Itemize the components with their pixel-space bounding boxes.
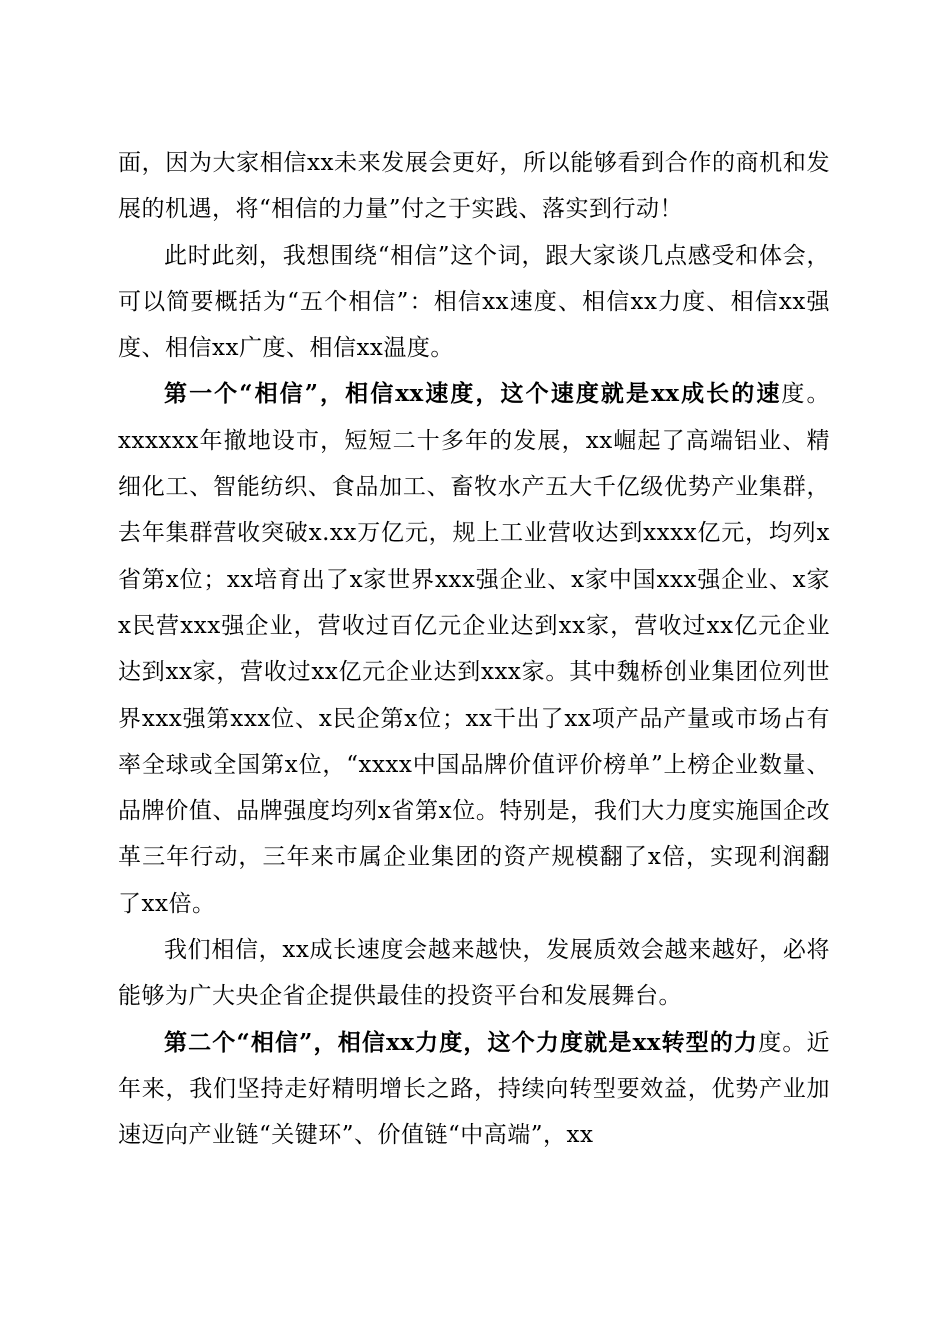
paragraph-3 <box>118 371 830 927</box>
paragraph-3-heading: 第一个“相信”，相信xx速度，这个速度就是xx成长的速 <box>164 380 782 408</box>
paragraph-1 <box>118 140 830 233</box>
paragraph-2-text: 此时此刻，我想围绕“相信”这个词，跟大家谈几点感受和体会，可以简要概括为“五个相信”：相信xx速度、相信xx力度、相信xx强度、相信xx广度、相信xx温度。 <box>118 242 830 362</box>
document-body <box>118 140 830 1159</box>
paragraph-5-heading: 第二个“相信”，相信xx力度，这个力度就是xx转型的力 <box>164 1028 759 1056</box>
paragraph-5-text: 度。近年来，我们坚持走好精明增长之路，持续向转型要效益，优势产业加速迈向产业链“关键环”、价值链“中高端”，xx <box>118 1029 830 1149</box>
paragraph-1-text: 面，因为大家相信xx未来发展会更好，所以能够看到合作的商机和发展的机遇，将“相信的力量”付之于实践、落实到行动！ <box>118 150 830 223</box>
paragraph-2 <box>118 233 830 372</box>
paragraph-4 <box>118 927 830 1020</box>
paragraph-3-text: 度。xxxxxx年撤地设市，短短二十多年的发展，xx崛起了高端铝业、精细化工、智能纺织、食品加工、畜牧水产五大千亿级优势产业集群，去年集群营收突破x.xx万亿元，规上工业营收达到xxxx亿元，均列x省第x位；xx培育出了x家世界xxx强企业、x家中国xxx强企业、x家x民营xxx强企业，营收过百亿元企业达到xx家，营收过xx亿元企业达到xx家，营收过xx亿元企业达到xxx家。其中魏桥创业集团位列世界xxx强第xxx位、x民企第x位；xx干出了xx项产品产量或市场占有率全球或全国第x位，“xxxx中国品牌价值评价榜单”上榜企业数量、品牌价值、品牌强度均列x省第x位。特别是，我们大力度实施国企改革三年行动，三年来市属企业集团的资产规模翻了x倍，实现利润翻了xx倍。 <box>118 381 831 917</box>
paragraph-5 <box>118 1020 830 1159</box>
paragraph-4-text: 我们相信，xx成长速度会越来越快，发展质效会越来越好，必将能够为广大央企省企提供最佳的投资平台和发展舞台。 <box>118 937 830 1010</box>
